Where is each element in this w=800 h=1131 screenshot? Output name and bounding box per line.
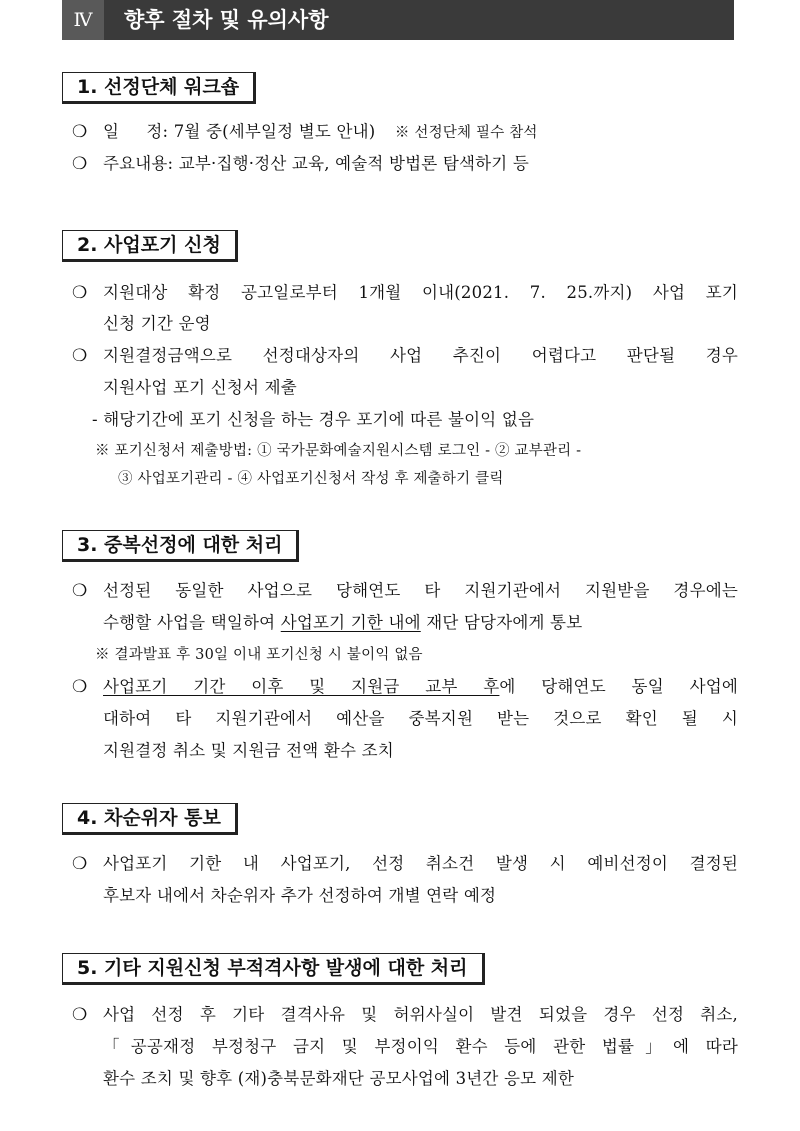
bullet-icon: ❍ (72, 677, 88, 697)
bullet-icon: ❍ (72, 1005, 88, 1025)
section-1-line-2: 주요내용: 교부·집행·정산 교육, 예술적 방법론 탐색하기 등 (103, 154, 529, 173)
section-4-heading: 4. 차순위자 통보 (62, 803, 238, 835)
chapter-title: 향후 절차 및 유의사항 (124, 8, 329, 32)
section-2-line-3: 지원결정금액으로 선정대상자의 사업 추진이 어렵다고 판단될 경우 (103, 346, 738, 365)
schedule-text: 일 정: 7월 중(세부일정 별도 안내) (103, 122, 376, 141)
section-5-line-3: 환수 조치 및 향후 (재)충북문화재단 공모사업에 3년간 응모 제한 (103, 1069, 575, 1088)
section-4-line-1: 사업포기 기한 내 사업포기, 선정 취소건 발생 시 예비선정이 결정된 (103, 854, 738, 873)
section-3-line-2 (103, 612, 582, 634)
section-5-line-1: 사업 선정 후 기타 결격사유 및 허위사실이 발견 되었을 경우 선정 취소, (103, 1005, 738, 1024)
bullet-icon: ❍ (72, 854, 88, 874)
bullet-icon: ❍ (72, 283, 88, 303)
section-1-line-1 (103, 121, 538, 144)
section-3-line-5: 대하여 타 지원기관에서 예산을 중복지원 받는 것으로 확인 될 시 (103, 709, 738, 728)
bullet-icon: ❍ (72, 122, 88, 142)
section-2-line-2: 신청 기간 운영 (103, 314, 211, 333)
section-3-line-4b: 에 당해연도 동일 사업에 (499, 677, 738, 696)
section-2-line-1: 지원대상 확정 공고일로부터 1개월 이내(2021. 7. 25.까지) 사업 포기 (103, 283, 738, 302)
section-2-note-1: ※ 포기신청서 제출방법: ① 국가문화예술지원시스템 로그인 - ② 교부관리 - (95, 443, 582, 459)
bullet-icon: ❍ (72, 154, 88, 174)
section-3-line-1: 선정된 동일한 사업으로 당해연도 타 지원기관에서 지원받을 경우에는 (103, 581, 738, 600)
bullet-icon: ❍ (72, 346, 88, 366)
section-2-heading: 2. 사업포기 신청 (62, 230, 238, 262)
section-3-line-4 (103, 676, 738, 698)
section-3-line-6: 지원결정 취소 및 지원금 전액 환수 조치 (103, 741, 394, 760)
section-3-line-2c: 재단 담당자에게 통보 (420, 613, 583, 632)
section-3-line-2a: 수행할 사업을 택일하여 (103, 613, 281, 632)
chapter-header (62, 0, 734, 40)
section-2-note-2: ③ 사업포기관리 - ④ 사업포기신청서 작성 후 제출하기 클릭 (118, 471, 504, 487)
section-2-line-4: 지원사업 포기 신청서 제출 (103, 378, 297, 397)
chapter-number: Ⅳ (62, 0, 104, 40)
section-2-line-5: - 해당기간에 포기 신청을 하는 경우 포기에 따른 불이익 없음 (92, 410, 535, 429)
section-3-deadline-underline: 사업포기 기한 내에 (280, 613, 421, 632)
section-3-note: ※ 결과발표 후 30일 이내 포기신청 시 불이익 없음 (95, 647, 423, 663)
section-5-line-2: 「공공재정 부정청구 금지 및 부정이익 환수 등에 관한 법률」에 따라 (103, 1037, 738, 1056)
section-1-heading: 1. 선정단체 워크숍 (62, 72, 256, 104)
section-4-line-2: 후보자 내에서 차순위자 추가 선정하여 개별 연락 예정 (103, 886, 497, 905)
section-3-heading: 3. 중복선정에 대한 처리 (62, 530, 299, 562)
section-5-heading: 5. 기타 지원신청 부적격사항 발생에 대한 처리 (62, 953, 485, 985)
bullet-icon: ❍ (72, 581, 88, 601)
attendance-note: ※ 선정단체 필수 참석 (394, 125, 538, 141)
section-3-period-underline: 사업포기 기간 이후 및 지원금 교부 후 (103, 677, 500, 696)
